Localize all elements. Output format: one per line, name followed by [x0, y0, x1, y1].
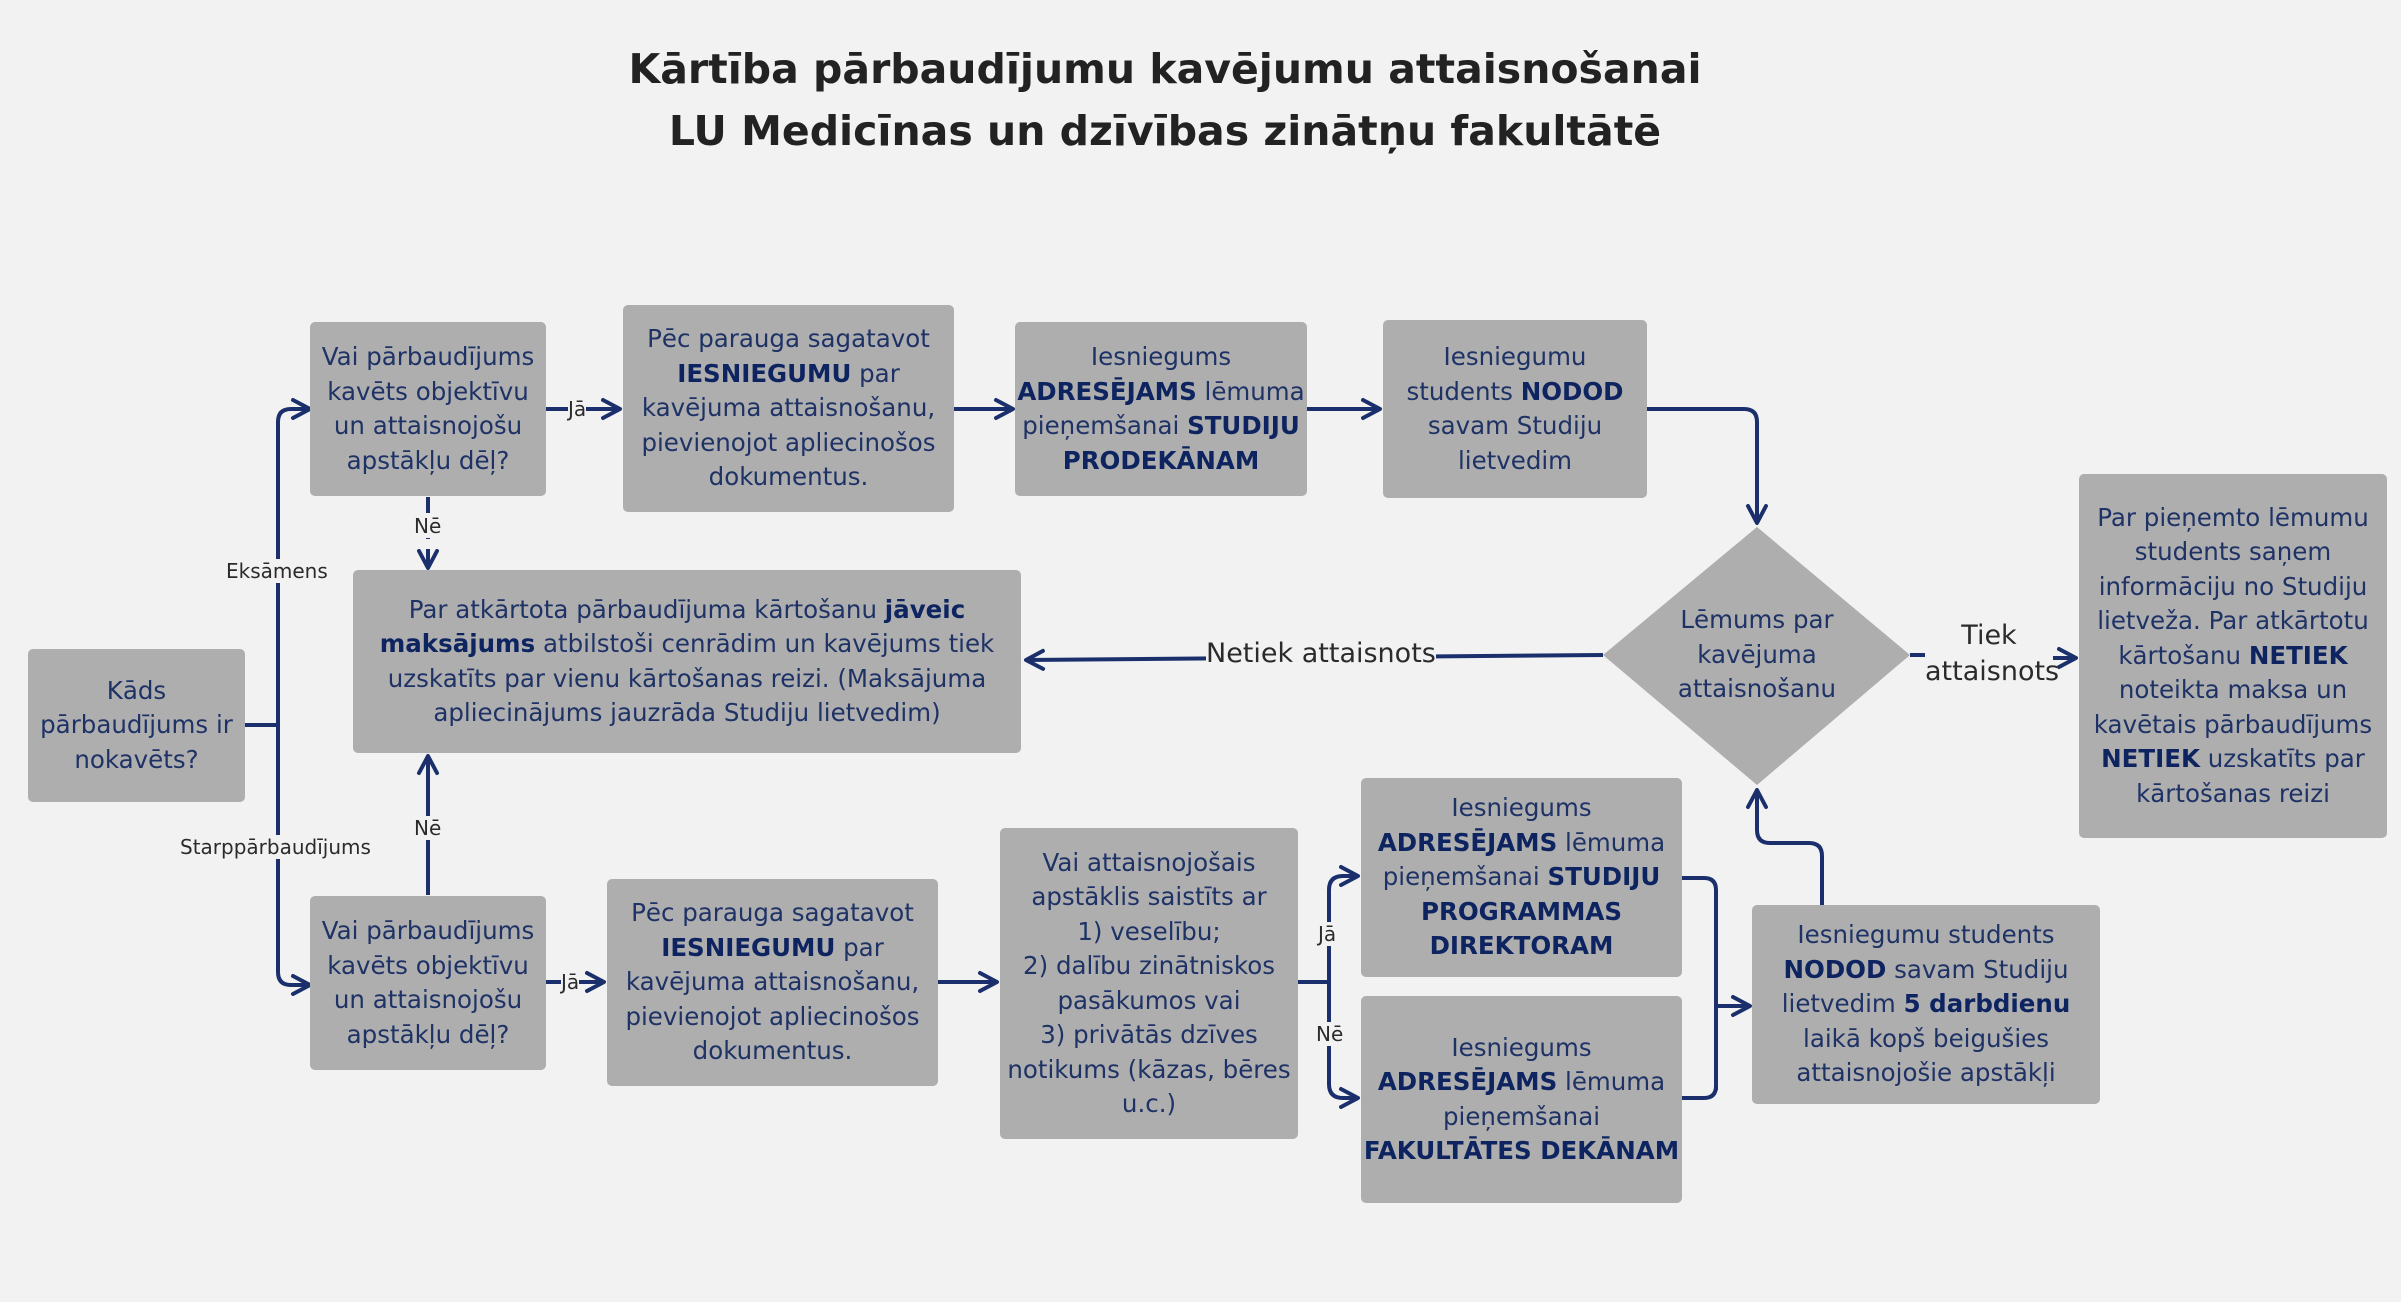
label-exam: Eksāmens [226, 559, 328, 583]
label-reason-no: Nē [1316, 1022, 1344, 1046]
payment-node: Par atkārtota pārbaudījuma kārtošanu jāveic maksājums atbilstoši cenrādim un kavējums tiek uzskatīts par vienu kārtošanas reizi. (Maksājuma apliecinājums jauzrāda Studiju lietvedim) [353, 570, 1021, 753]
edge-submit-to-decision [1757, 790, 1822, 905]
exam-question-node: Vai pārbaudījums kavēts objektīvu un attaisnojošu apstākļu dēļ? [310, 322, 546, 496]
edge-director-to-submit [1682, 878, 1716, 1090]
decision-label: Lēmums par kavējuma attaisnošanu [1677, 605, 1837, 703]
mid-reason-node: Vai attaisnojošais apstāklis saistīts ar 1) veselību; 2) dalību zinātniskos pasākumos vai 3) privātās dzīves notikums (kāzas, bēres u.c.) [1000, 828, 1298, 1139]
exam-address-node: Iesniegums ADRESĒJAMS lēmuma pieņemšanai STUDIJU PRODEKĀNAM [1015, 322, 1307, 496]
exam-prepare-node: Pēc parauga sagatavot IESNIEGUMU par kavējuma attaisnošanu, pievienojot apliecinošos dokumentus. [623, 305, 954, 512]
start-node: Kāds pārbaudījums ir nokavēts? [28, 649, 245, 802]
mid-dean-node: Iesniegums ADRESĒJAMS lēmuma pieņemšanai FAKULTĀTES DEKĀNAM [1361, 996, 1682, 1203]
label-justified: Tiek attaisnots [1925, 618, 2053, 690]
label-reason-yes: Jā [1318, 922, 1337, 946]
edge-exam-submit-to-decision [1647, 409, 1757, 523]
mid-question-node: Vai pārbaudījums kavēts objektīvu un attaisnojošu apstākļu dēļ? [310, 896, 546, 1070]
label-not-justified: Netiek attaisnots [1206, 636, 1436, 672]
label-mid-no: Nē [414, 816, 442, 840]
title-line-2: LU Medicīnas un dzīvības zinātņu fakultātē [668, 107, 1662, 155]
title-line-1: Kārtība pārbaudījumu kavējumu attaisnošanai [628, 45, 1702, 93]
result-node: Par pieņemto lēmumu students saņem informāciju no Studiju lietveža. Par atkārtotu kārtošanu NETIEK noteikta maksa un kavētais pārbaudījums NETIEK uzskatīts par kārtošanas reizi [2079, 474, 2387, 838]
label-exam-no: Nē [414, 514, 442, 538]
mid-director-node: Iesniegums ADRESĒJAMS lēmuma pieņemšanai STUDIJU PROGRAMMAS DIREKTORAM [1361, 778, 1682, 977]
edge-dean-to-submit [1682, 1086, 1716, 1098]
mid-prepare-node: Pēc parauga sagatavot IESNIEGUMU par kavējuma attaisnošanu, pievienojot apliecinošos dokumentus. [607, 879, 938, 1086]
label-midterm: Starppārbaudījums [180, 835, 371, 859]
mid-submit-node: Iesniegumu students NODOD savam Studiju lietvedim 5 darbdienu laikā kopš beigušies attaisnojošie apstākļi [1752, 905, 2100, 1104]
exam-submit-node: Iesniegumu students NODOD savam Studiju lietvedim [1383, 320, 1647, 498]
label-mid-yes: Jā [561, 970, 580, 994]
label-exam-yes: Jā [568, 397, 587, 421]
